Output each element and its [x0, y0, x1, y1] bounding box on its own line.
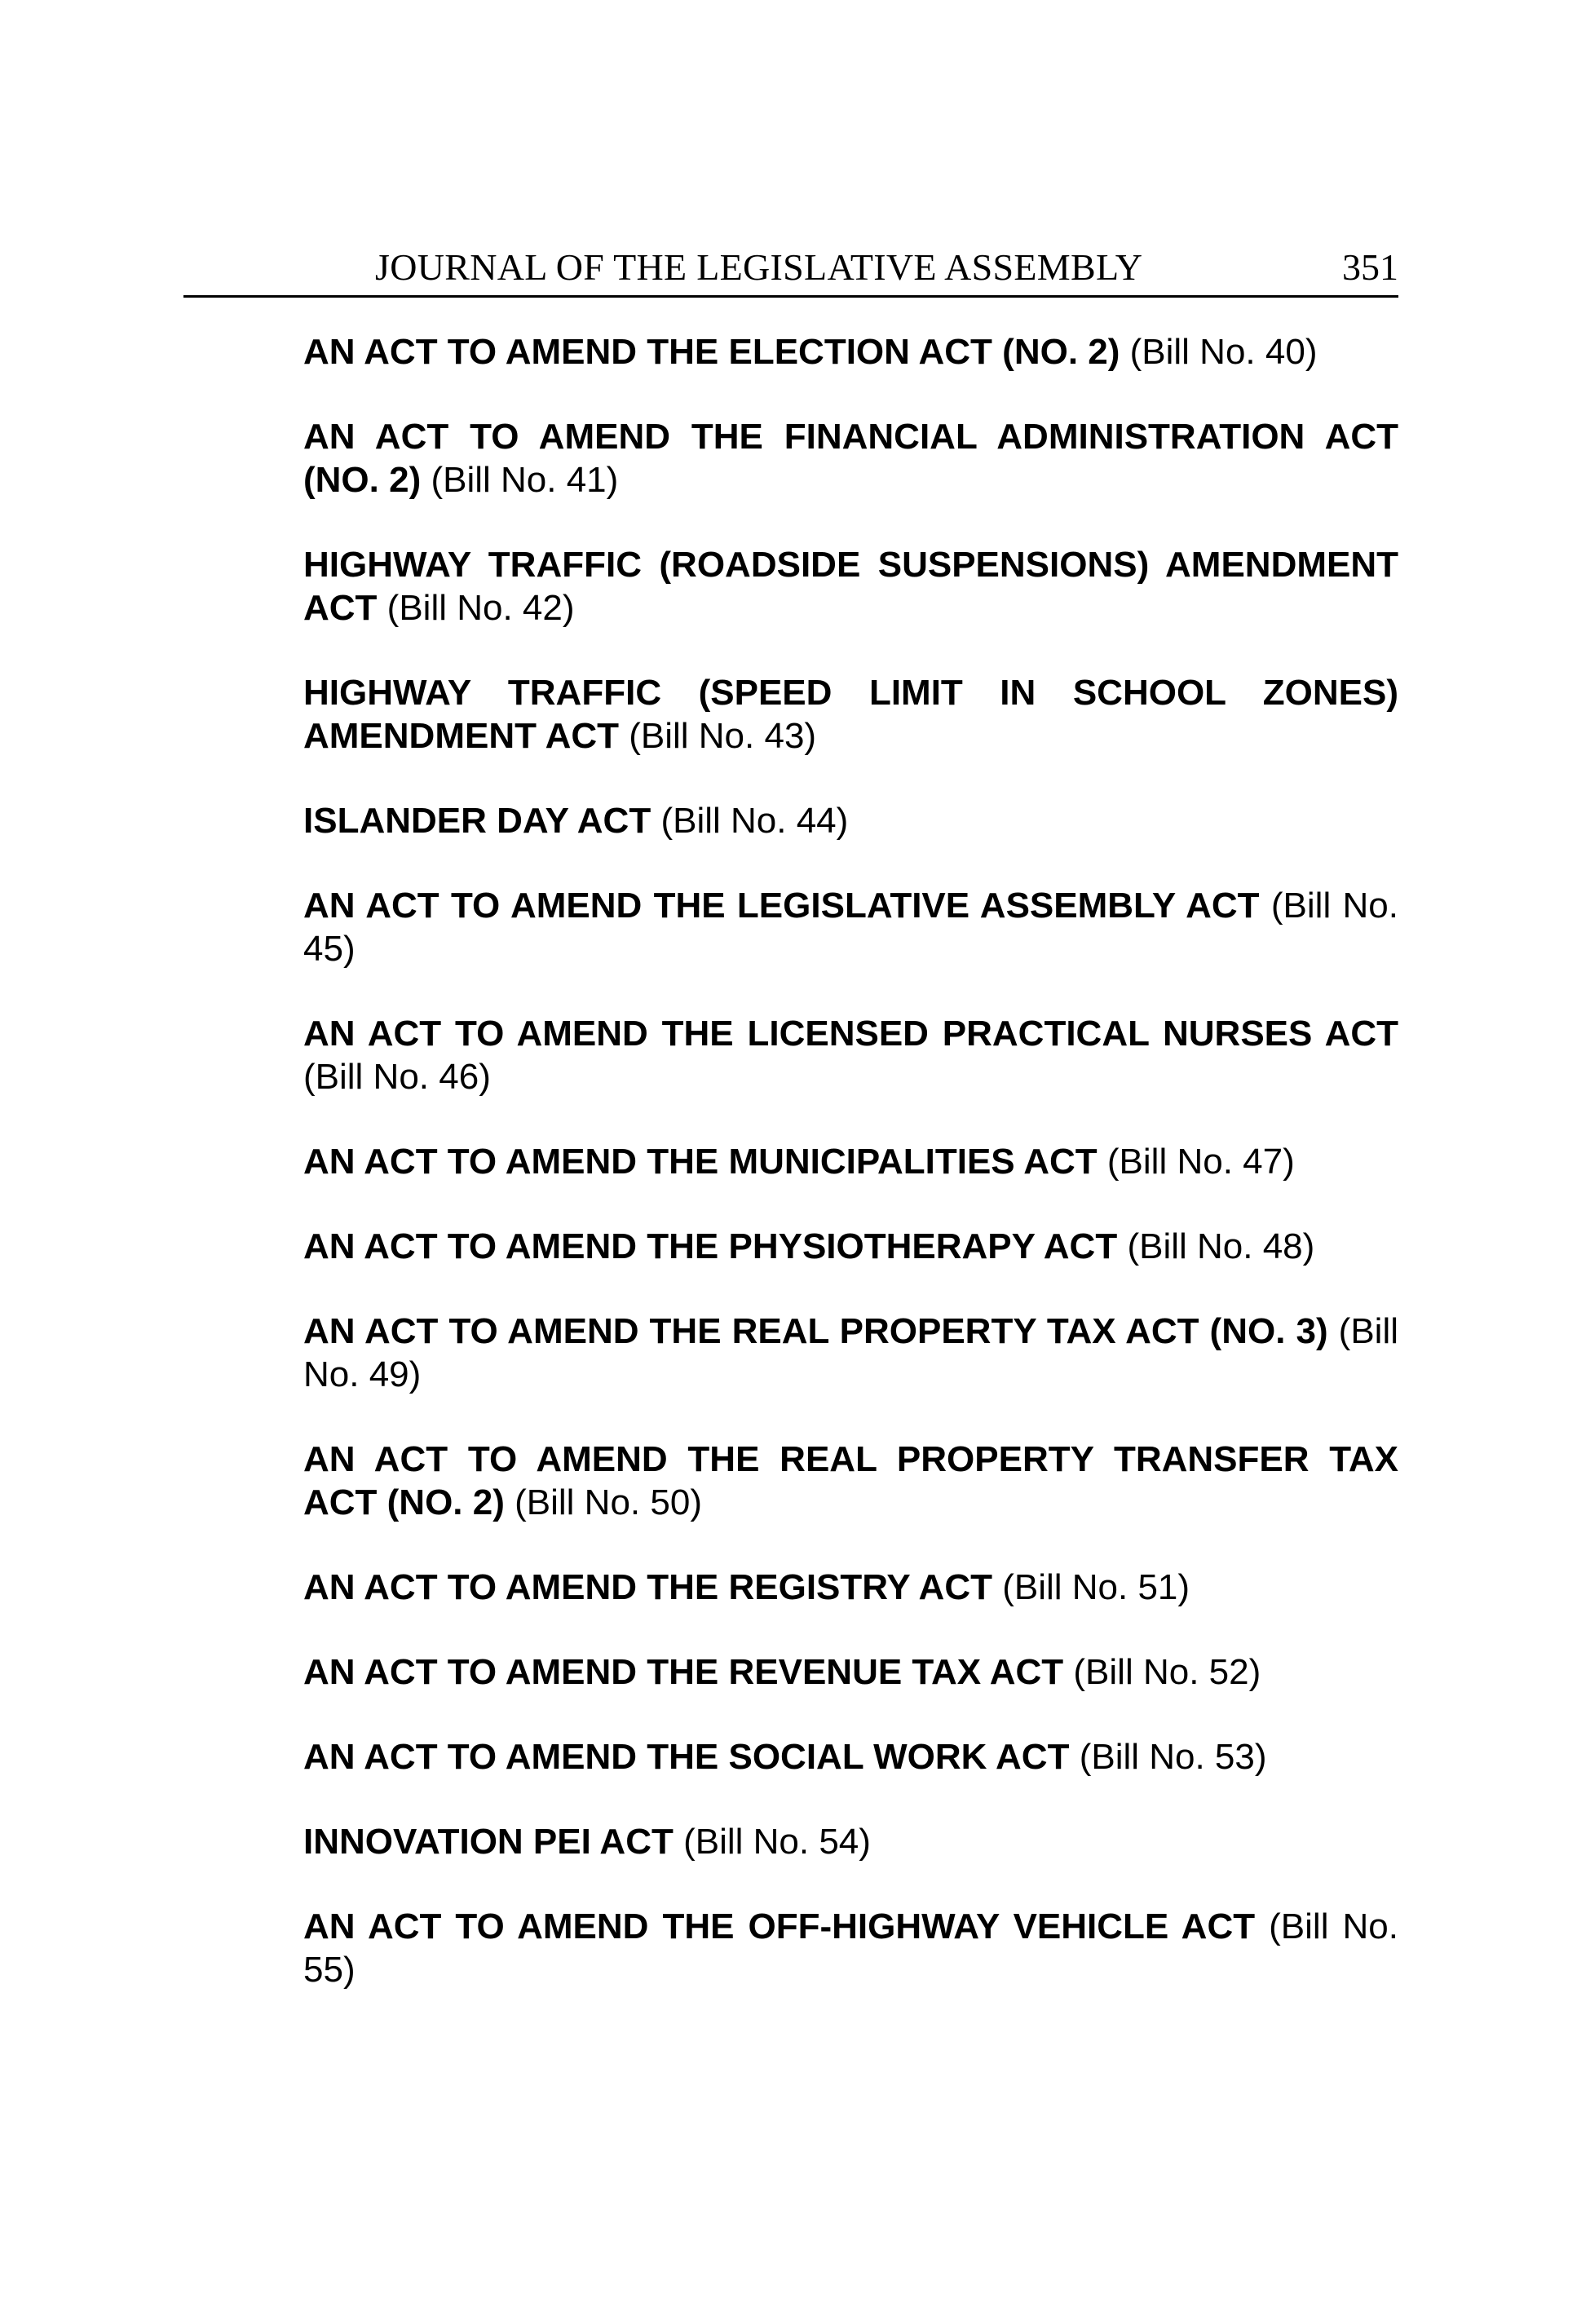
bill-title: AN ACT TO AMEND THE FINANCIAL ADMINISTRATION ACT (NO. 2)	[303, 417, 1398, 500]
bill-title: AN ACT TO AMEND THE REVENUE TAX ACT	[303, 1652, 1064, 1692]
list-item	[303, 330, 1398, 373]
bill-title: HIGHWAY TRAFFIC (ROADSIDE SUSPENSIONS) AMENDMENT ACT	[303, 545, 1398, 628]
list-item	[303, 671, 1398, 758]
bill-number: (Bill No. 46)	[303, 1057, 491, 1097]
bill-title: AN ACT TO AMEND THE REGISTRY ACT	[303, 1567, 992, 1607]
list-item	[303, 1566, 1398, 1609]
bill-number: (Bill No. 53)	[1079, 1737, 1267, 1777]
list-item	[303, 1438, 1398, 1524]
list-item	[303, 1225, 1398, 1268]
list-item	[303, 1905, 1398, 1991]
bill-number: (Bill No. 55)	[303, 1906, 1398, 1990]
bill-list	[303, 330, 1398, 2033]
list-item	[303, 1140, 1398, 1183]
list-item	[303, 1012, 1398, 1098]
bill-title: AN ACT TO AMEND THE ELECTION ACT (NO. 2)	[303, 332, 1120, 372]
list-item	[303, 1650, 1398, 1694]
list-item	[303, 884, 1398, 970]
list-item	[303, 1820, 1398, 1863]
list-item	[303, 1735, 1398, 1778]
list-item	[303, 415, 1398, 501]
bill-number: (Bill No. 50)	[515, 1482, 702, 1522]
bill-number: (Bill No. 42)	[386, 588, 575, 628]
bill-number: (Bill No. 54)	[683, 1822, 871, 1862]
bill-title: AN ACT TO AMEND THE MUNICIPALITIES ACT	[303, 1142, 1098, 1182]
bill-number: (Bill No. 43)	[629, 716, 817, 756]
bill-number: (Bill No. 51)	[1002, 1567, 1190, 1607]
bill-number: (Bill No. 45)	[303, 886, 1399, 969]
page-number: 351	[1342, 246, 1398, 288]
bill-number: (Bill No. 40)	[1129, 332, 1318, 372]
bill-title: ISLANDER DAY ACT	[303, 801, 651, 841]
bill-number: (Bill No. 48)	[1127, 1226, 1315, 1266]
bill-title: AN ACT TO AMEND THE LEGISLATIVE ASSEMBLY ACT	[303, 886, 1260, 926]
bill-number: (Bill No. 52)	[1073, 1652, 1261, 1692]
list-item	[303, 1310, 1398, 1396]
bill-number: (Bill No. 47)	[1106, 1142, 1295, 1182]
bill-title: AN ACT TO AMEND THE REAL PROPERTY TRANSFER TAX ACT (NO. 2)	[303, 1439, 1398, 1522]
bill-number: (Bill No. 41)	[431, 460, 619, 500]
bill-title: AN ACT TO AMEND THE SOCIAL WORK ACT	[303, 1737, 1070, 1777]
bill-number: (Bill No. 44)	[660, 801, 849, 841]
bill-title: HIGHWAY TRAFFIC (SPEED LIMIT IN SCHOOL ZONES) AMENDMENT ACT	[303, 673, 1398, 756]
bill-title: AN ACT TO AMEND THE PHYSIOTHERAPY ACT	[303, 1226, 1118, 1266]
list-item	[303, 799, 1398, 842]
page-header	[183, 243, 1398, 298]
bill-number: (Bill No. 49)	[303, 1311, 1398, 1394]
list-item	[303, 543, 1398, 630]
bill-title: INNOVATION PEI ACT	[303, 1822, 674, 1862]
bill-title: AN ACT TO AMEND THE REAL PROPERTY TAX ACT (NO. 3)	[303, 1311, 1328, 1351]
bill-title: AN ACT TO AMEND THE OFF-HIGHWAY VEHICLE ACT	[303, 1906, 1256, 1946]
bill-title: AN ACT TO AMEND THE LICENSED PRACTICAL NURSES ACT	[303, 1014, 1398, 1054]
journal-title: JOURNAL OF THE LEGISLATIVE ASSEMBLY	[375, 246, 1143, 288]
